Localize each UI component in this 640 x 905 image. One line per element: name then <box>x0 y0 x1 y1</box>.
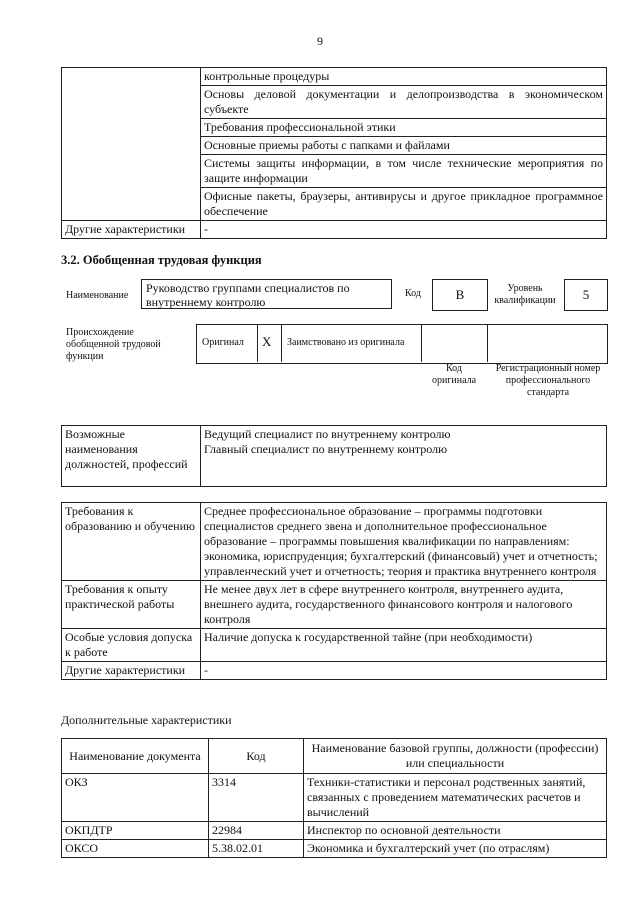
table-cell: Требования профессиональной этики <box>201 119 607 137</box>
borrowed-label: Заимствовано из оригинала <box>287 337 405 348</box>
table-cell: контрольные процедуры <box>201 68 607 86</box>
experience-label: Требования к опыту практической работы <box>62 581 201 629</box>
level-label: Уровень квалификации <box>494 283 556 306</box>
table-row <box>62 503 607 581</box>
header-name: Наименование базовой группы, должности (профессии) или специальности <box>304 739 607 774</box>
position-line: Главный специалист по внутреннему контролю <box>204 442 448 456</box>
table-row <box>62 581 607 629</box>
table-cell: Основные приемы работы с папками и файлами <box>201 137 607 155</box>
code-cell: 3314 <box>209 774 304 822</box>
positions-cell <box>201 426 607 487</box>
registration-caption: Регистрационный номер профессионального стандарта <box>495 363 601 398</box>
experience-value: Не менее двух лет в сфере внутреннего контроля, внутреннего аудита, внешнего аудита, государственного финансового контроля и налогового контроля <box>201 581 607 629</box>
positions-table <box>61 425 607 487</box>
special-conditions-value: Наличие допуска к государственной тайне (при необходимости) <box>201 629 607 662</box>
other-characteristics-label: Другие характеристики <box>62 221 201 239</box>
table-row <box>62 221 607 239</box>
code-cell: 22984 <box>209 822 304 840</box>
divider <box>257 324 258 362</box>
level-value: 5 <box>582 287 590 302</box>
table-row <box>62 774 607 822</box>
table-cell: Системы защиты информации, в том числе технические мероприятия по защите информации <box>201 155 607 188</box>
knowledge-table <box>61 67 607 239</box>
section-title: 3.2. Обобщенная трудовая функция <box>61 253 262 267</box>
table-cell: Офисные пакеты, браузеры, антивирусы и другое прикладное программное обеспечение <box>201 188 607 221</box>
other-value: - <box>201 662 607 680</box>
header-document: Наименование документа <box>62 739 209 774</box>
original-label: Оригинал <box>202 337 244 348</box>
education-value: Среднее профессиональное образование – программы подготовки специалистов среднего звена и дополнительное профессиональное образование – программы повышения квалификации по направлениям: экономика, юриспруденция; бухгалтерский (финансовый) учет и отчетность; управленческий учет и отчетность; теория и практика внутреннего контроля <box>201 503 607 581</box>
table-header-row <box>62 739 607 774</box>
table-row <box>62 662 607 680</box>
other-label: Другие характеристики <box>62 662 201 680</box>
name-label: Наименование <box>66 290 129 301</box>
page-number: 9 <box>317 34 323 48</box>
level-box <box>564 279 608 311</box>
other-characteristics-value: - <box>201 221 607 239</box>
table-row <box>62 68 607 86</box>
requirements-table <box>61 502 607 680</box>
doc-cell: ОКСО <box>62 840 209 858</box>
code-box <box>432 279 488 311</box>
table-row <box>62 822 607 840</box>
divider <box>421 324 422 362</box>
code-value: В <box>455 287 465 302</box>
code-cell: 5.38.02.01 <box>209 840 304 858</box>
additional-table <box>61 738 607 858</box>
education-label: Требования к образованию и обучению <box>62 503 201 581</box>
additional-title: Дополнительные характеристики <box>61 713 232 727</box>
doc-cell: ОКЗ <box>62 774 209 822</box>
name-cell: Техники-статистики и персонал родственных занятий, связанных с проведением математических расчетов и вычислений <box>304 774 607 822</box>
function-name-box <box>141 279 392 309</box>
header-code: Код <box>209 739 304 774</box>
divider <box>281 324 282 362</box>
table-cell: Основы деловой документации и делопроизводства в экономическом субъекте <box>201 86 607 119</box>
table-cell-empty <box>62 68 201 221</box>
function-name: Руководство группами специалистов по внутреннему контролю <box>146 281 350 309</box>
name-cell: Экономика и бухгалтерский учет (по отраслям) <box>304 840 607 858</box>
special-conditions-label: Особые условия допуска к работе <box>62 629 201 662</box>
name-cell: Инспектор по основной деятельности <box>304 822 607 840</box>
position-line: Ведущий специалист по внутреннему контролю <box>204 427 451 441</box>
code-label: Код <box>405 288 421 299</box>
table-row <box>62 426 607 487</box>
divider <box>487 324 488 362</box>
origin-label: Происхождение обобщенной трудовой функции <box>66 327 161 362</box>
doc-cell: ОКПДТР <box>62 822 209 840</box>
table-row <box>62 840 607 858</box>
code-original-caption: Код оригинала <box>431 363 477 386</box>
positions-label: Возможные наименования должностей, профессий <box>62 426 201 487</box>
table-row <box>62 629 607 662</box>
original-mark: X <box>262 334 272 349</box>
